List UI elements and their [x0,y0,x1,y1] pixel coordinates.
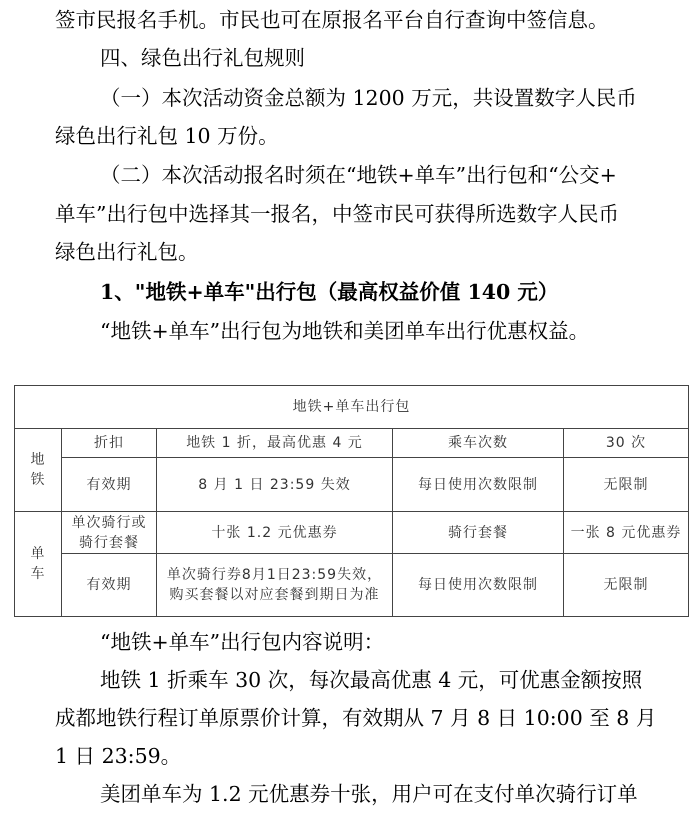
table-cell: 每日使用次数限制 [393,554,564,617]
table-cell: 单次骑行券8月1日23:59失效，购买套餐以对应套餐到期日为准 [157,554,393,617]
table-cell: 单次骑行或骑行套餐 [62,512,157,554]
table-cell: 骑行套餐 [393,512,564,554]
table-row [15,429,689,458]
subsection-heading: 1、"地铁+单车"出行包（最高权益价值 140 元） [100,280,559,304]
table-row [15,554,689,617]
table-cell: 地铁 1 折，最高优惠 4 元 [157,429,393,458]
package-table [14,385,689,617]
paragraph-line: 1 日 23:59。 [55,744,182,768]
paragraph-line: 地铁 1 折乘车 30 次，每次最高优惠 4 元，可优惠金额按照 [100,668,643,692]
paragraph-line: 美团单车为 1.2 元优惠券十张，用户可在支付单次骑行订单 [100,782,638,806]
table-cell: 一张 8 元优惠券 [564,512,689,554]
paragraph-line: 签市民报名手机。市民也可在原报名平台自行查询中签信息。 [55,8,609,32]
table-cell: 30 次 [564,429,689,458]
metro-group-label: 地 铁 [15,429,62,512]
table-row [15,512,689,554]
paragraph-line: “地铁+单车”出行包为地铁和美团单车出行优惠权益。 [100,319,590,343]
paragraph-line: “地铁+单车”出行包内容说明： [100,630,385,654]
paragraph-line: 成都地铁行程订单原票价计算，有效期从 7 月 8 日 10:00 至 8 月 [55,706,657,730]
table-cell: 乘车次数 [393,429,564,458]
paragraph-line: 绿色出行礼包。 [55,240,199,264]
table-cell: 8 月 1 日 23:59 失效 [157,458,393,512]
table-cell: 折扣 [62,429,157,458]
paragraph-line: 单车”出行包中选择其一报名，中签市民可获得所选数字人民币 [55,202,619,226]
table-cell: 十张 1.2 元优惠券 [157,512,393,554]
table-title: 地铁+单车出行包 [15,386,689,429]
table-cell: 无限制 [564,554,689,617]
table-cell: 有效期 [62,458,157,512]
section-heading: 四、绿色出行礼包规则 [100,46,305,70]
bike-group-label: 单 车 [15,512,62,617]
paragraph-line: （二）本次活动报名时须在“地铁+单车”出行包和“公交+ [100,163,617,187]
paragraph-line: 绿色出行礼包 10 万份。 [55,124,279,148]
table-cell: 无限制 [564,458,689,512]
table-cell: 每日使用次数限制 [393,458,564,512]
table-cell: 有效期 [62,554,157,617]
table-row [15,458,689,512]
paragraph-line: （一）本次活动资金总额为 1200 万元，共设置数字人民币 [100,86,637,110]
